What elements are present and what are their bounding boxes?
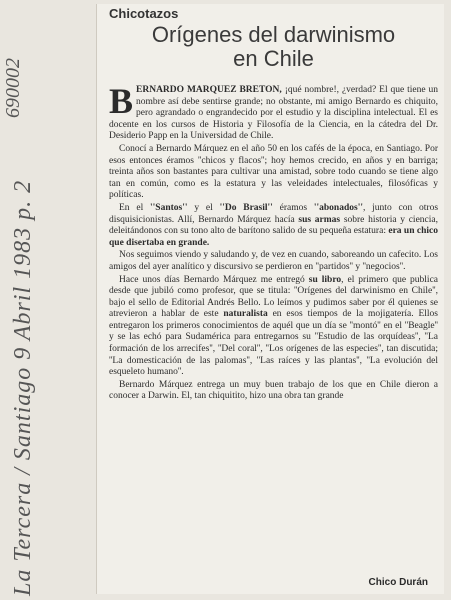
headline-line-2: en Chile — [233, 46, 314, 71]
paragraph-2: Conocí a Bernardo Márquez en el año 50 en los cafés de la época, en Santiago. Por esos entonces éramos ''chicos y flacos''; hoy hemos crecido, en años y en barriga; treinta años son bastantes para cultivar una amistad, sobre todo cuando se tiene algo tan en común, como es la estatura y las veleidades intelectuales, filosóficas y políticas. — [109, 143, 438, 201]
article-column — [109, 6, 438, 403]
p5-text-a: Hace unos días Bernardo Márquez me entregó — [119, 274, 309, 285]
drop-cap: B — [109, 81, 134, 121]
handwritten-archive-number: 690002 — [2, 58, 24, 118]
p5-text-b: , el primero que publica desde que jubiló como profesor, que se titula: ''Orígenes del darwinismo en Chile'', bajo el sello de Editorial Andrés Bello. Lo leímos y pudimos saber por él quienes se atrevieron a hablar de este — [109, 274, 439, 320]
headline-line-1: Orígenes del darwinismo — [151, 22, 396, 47]
author-signature: Chico Durán — [368, 577, 428, 588]
abonados-term: ''abonados'' — [313, 202, 363, 213]
article-headline — [109, 23, 438, 71]
naturalista-term: naturalista — [223, 309, 268, 320]
cafe-do-brasil: ''Do Brasil'' — [219, 202, 273, 213]
p5-text-c: en esos tiempos de la mojigatería. Ellos entregaron los primeros conocimientos de aquél que un día se ''montó'' en el ''Beagle'' y se las echó para Sudamérica para entregarnos su ''Estudio de las orquídeas'', ''La formación de los arrecifes'', ''Del coral'', ''Los orígenes de las especies'', tan discutida; ''La domesticación de las palomas'', ''Las raíces y las plantas'', ''La evolución del esqueleto humano''. — [109, 309, 438, 378]
p3-bold-ending: era un chico que disertaba en grande. — [109, 226, 439, 248]
p3-text-b: y el — [187, 202, 220, 213]
p3-text-a: En el — [119, 202, 151, 213]
p3-text-d: , junto con otros disquisicionistas. Allí, Bernardo Márquez hacía — [109, 202, 439, 225]
paragraph-1 — [109, 81, 438, 143]
cafe-santos: ''Santos'' — [150, 202, 188, 213]
paragraph-6: Bernardo Márquez entrega un muy buen trabajo de los que en Chile dieron a conocer a Darwin. El, tan chiquitito, hizo una obra tan grande — [109, 379, 438, 402]
p3-text-c: éramos — [272, 202, 314, 213]
article-body — [109, 81, 439, 403]
paragraph-4: Nos seguimos viendo y saludando y, de vez en cuando, saboreando un cafecito. Los amigos del ayer analítico y discursivo se perdieron en ''partidos'' y ''negocios''. — [109, 250, 438, 272]
newspaper-clipping — [96, 4, 444, 594]
section-title: Chicotazos — [109, 6, 179, 21]
paragraph-3 — [109, 203, 438, 249]
paragraph-5 — [109, 275, 438, 379]
p3-text-e: sobre historia y ciencia, deleitándonos con su tono alto de barítono salido de su pequeña estatura: — [109, 214, 438, 237]
handwritten-source-note: La Tercera / Santiago 9 Abril 1983 p. 2 — [10, 179, 36, 596]
su-libro-term: su libro — [308, 274, 342, 285]
author-name: ERNARDO MARQUEZ BRETON, — [136, 85, 282, 95]
paragraph-1-text: ¡qué nombre!, ¿verdad? El que tiene un nombre así debe sentirse grande; no obstante, mi amigo Bernardo es chiquito, pero agrandado o engrandecido por el estudio y la disciplina intelectual. El es docente en los cursos de Historia y Filosofía de la Ciencia, en la cátedra del Dr. Desiderio Papp en la Universidad de Chile. — [109, 85, 438, 142]
sus-armas-term: sus armas — [298, 214, 341, 225]
